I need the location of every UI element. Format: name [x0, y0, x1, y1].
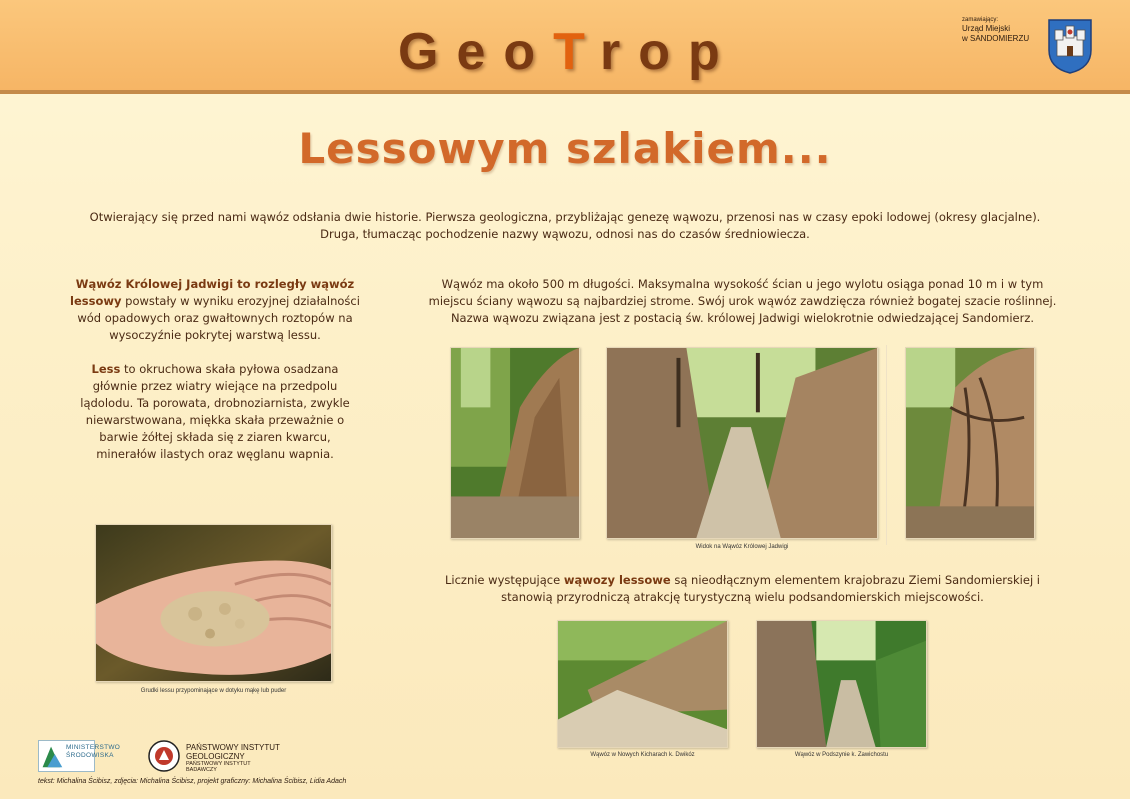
- mid-paragraph: Licznie występujące wąwozy lessowe są nieodłącznym elementem krajobrazu Ziemi Sandomierskiej i stanowią przyrodniczą atrakcję turystyczną wielu podsandomierskich miejscowości.: [444, 573, 1040, 604]
- caption-hand: Grudki lessu przypominające w dotyku mąkę lub puder: [140, 688, 287, 694]
- sponsor-line2: w SANDOMIERZU: [962, 33, 1030, 43]
- credits: tekst: Michalina Ścibisz, zdjęcia: Michalina Ścibisz, projekt graficzny: Michalina Ścibisz, Lidia Adach: [38, 778, 347, 785]
- pig-logo-icon: [148, 740, 180, 772]
- photo-nowe-kichary: [557, 620, 728, 748]
- caption-podszyn: Wąwóz w Podszynie k. Zawichostu: [794, 752, 889, 758]
- photo-gorge-center: [606, 347, 878, 539]
- photo-gorge-left: [450, 347, 580, 539]
- intro-line2: Druga, tłumacząc pochodzenie nazwy wąwozu, odnosi nas do czasów średniowiecza.: [320, 227, 810, 241]
- intro-text: [60, 209, 1070, 243]
- divider-line: [886, 345, 887, 545]
- right-paragraph: Wąwóz ma około 500 m długości. Maksymalna wysokość ścian u jego wylotu osiąga ponad 10 m i w tym miejscu ściany wąwozu są najbardziej strome. Swój urok wąwóz zawdzięcza również bogatej szacie roślinnej. Nazwa wąwozu związana jest z postacią św. królowej Jadwigi wielokrotnie odwiedzającej Sandomierz.: [428, 277, 1057, 325]
- coat-of-arms-icon: [1047, 18, 1093, 74]
- left-column-text: [70, 276, 360, 463]
- photo-loess-hand: [95, 524, 332, 682]
- photo-podszyn: [756, 620, 927, 748]
- pig-text: PAŃSTWOWY INSTYTUT GEOLOGICZNY PAŃSTWOWY INSTYTUT BADAWCZY: [186, 743, 280, 773]
- page-title: Lessowym szlakiem...: [298, 124, 832, 173]
- ministry-text: MINISTERSTWO ŚRODOWISKA: [66, 744, 121, 759]
- left-paragraph-2: Less to okruchowa skała pyłowa osadzana głównie przez wiatry wiejące na przedpolu lądolodu. Ta porowata, drobnoziarnista, zwykle niewarstwowana, miękka skała przeważnie o barwie żółtej składa się z ziaren kwarcu, minerałów ilastych oraz węglanu wapnia.: [80, 362, 350, 461]
- intro-line1: Otwierający się przed nami wąwóz odsłania dwie historie. Pierwsza geologiczna, przybliżając genezę wąwozu, przenosi nas w czasy epoki lodowej (okresy glacjalne).: [89, 210, 1041, 224]
- left-paragraph-1: Wąwóz Królowej Jadwigi to rozległy wąwóz lessowy powstały w wyniku erozyjnej działalności wód opadowych oraz gwałtownych roztopów na wysoczyźnie pokrytej warstwą lessu.: [70, 277, 360, 342]
- sponsor-line1: Urząd Miejski: [962, 24, 1011, 34]
- geotrop-logo: GeoTrop: [398, 23, 738, 81]
- sponsor-label: zamawiający:: [962, 17, 999, 23]
- caption-gorge-view: Widok na Wąwóz Królowej Jadwigi: [695, 544, 789, 550]
- caption-nowe-kichary: Wąwóz w Nowych Kicharach k. Dwikóz: [590, 752, 695, 758]
- sponsor-block: [962, 17, 1042, 43]
- photo-gorge-roots: [905, 347, 1035, 539]
